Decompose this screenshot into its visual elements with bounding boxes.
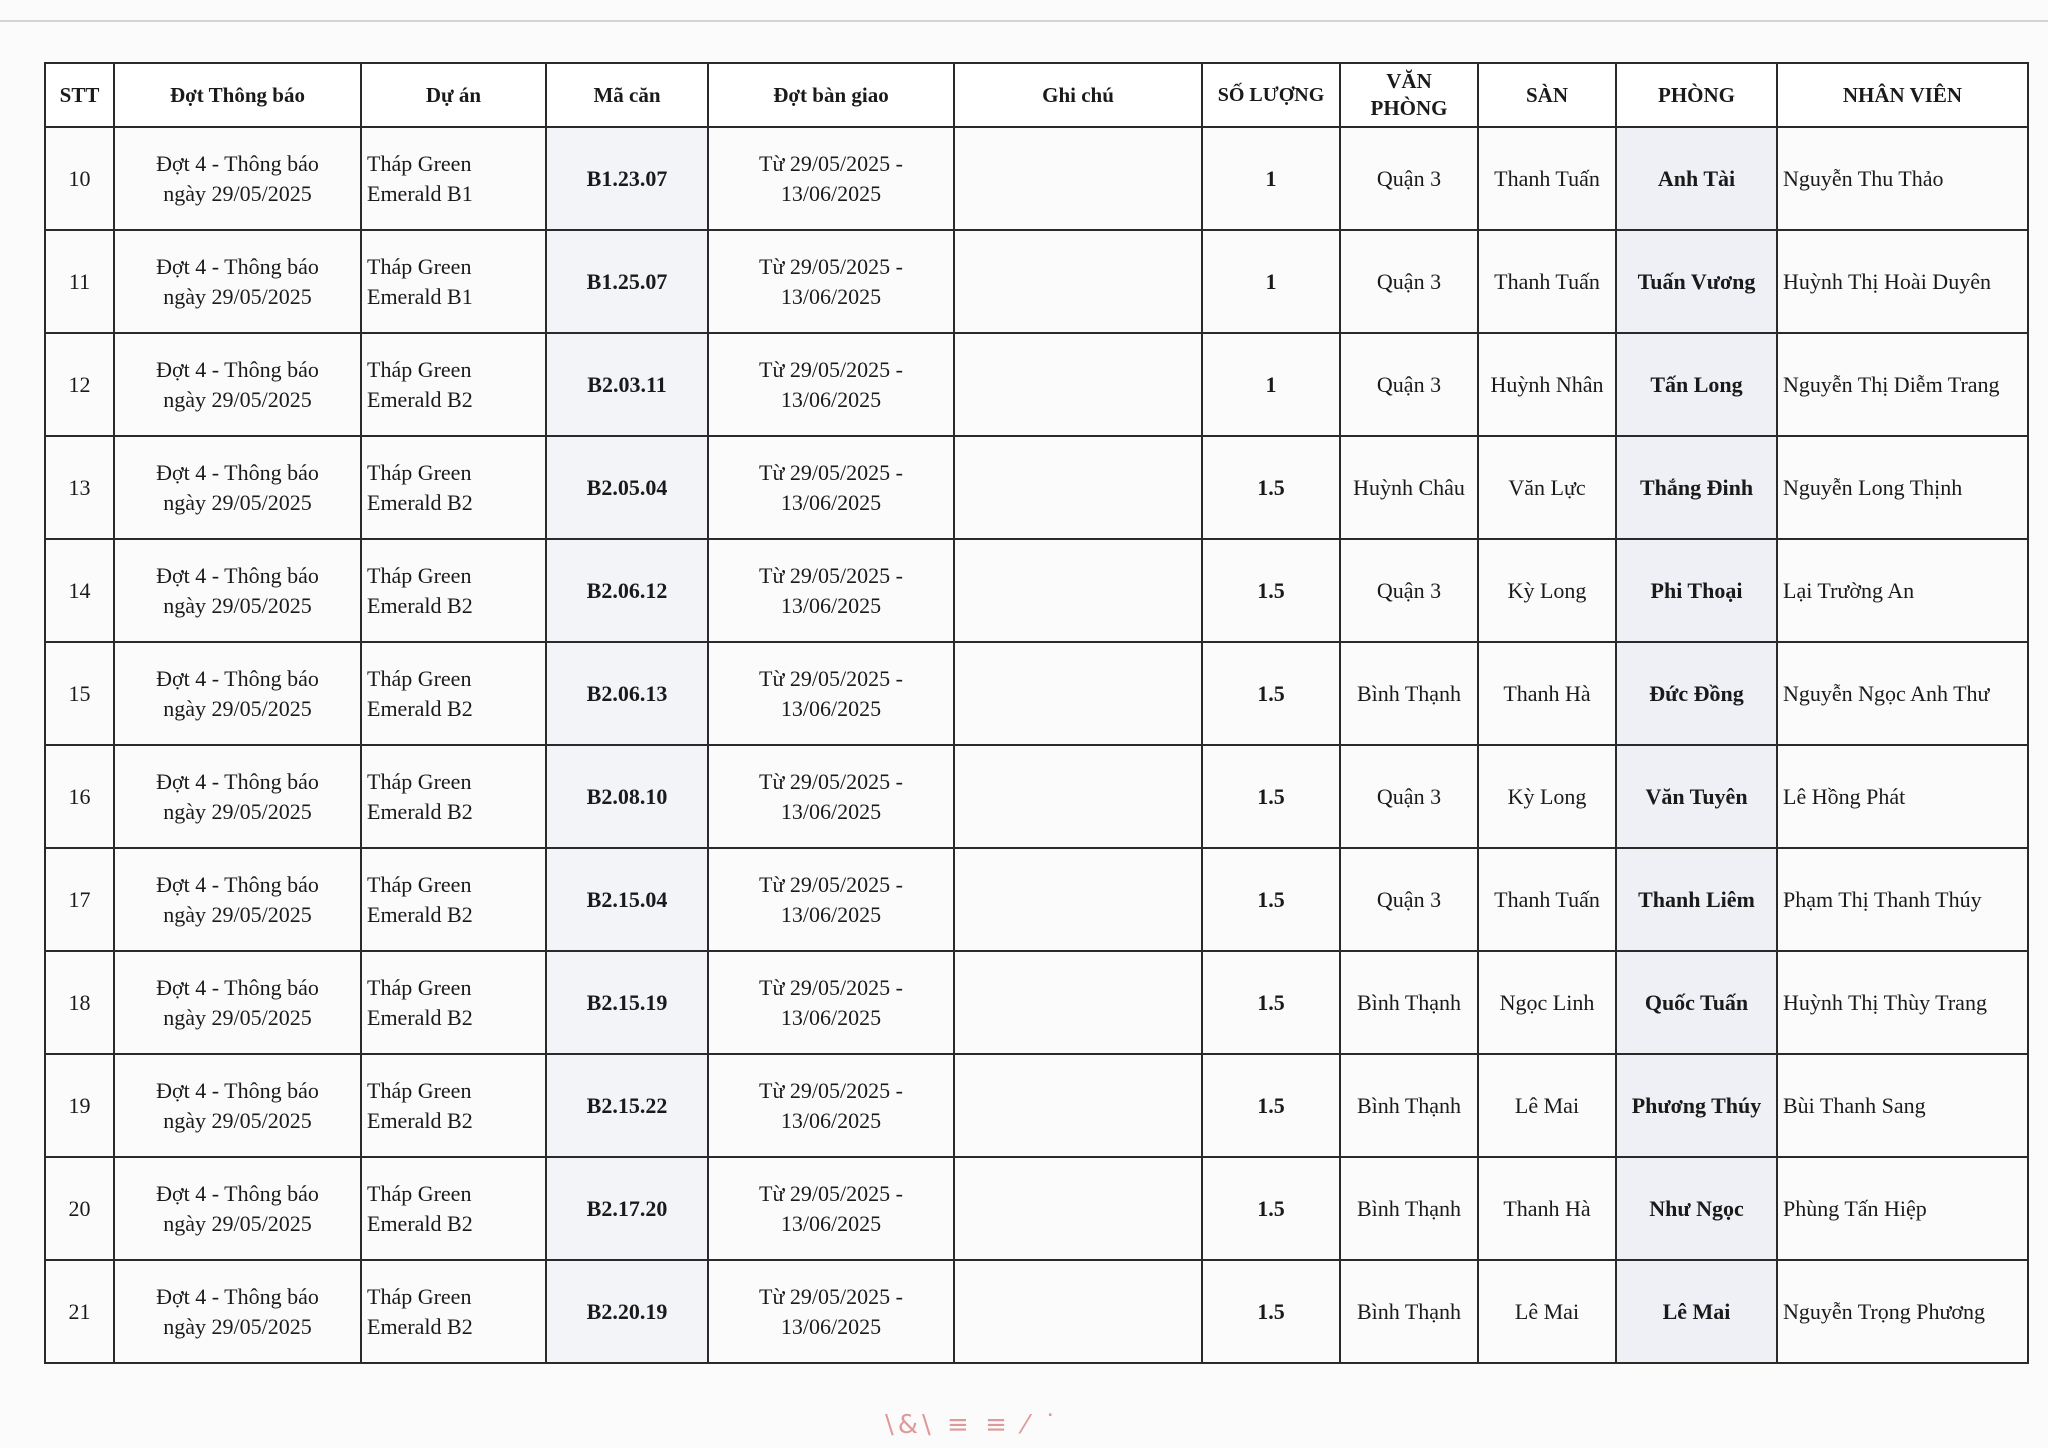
table-row: [45, 1157, 2028, 1260]
cell-nhan-vien: Nguyễn Thu Thảo: [1777, 127, 2028, 230]
cell-nhan-vien: Nguyễn Trọng Phương: [1777, 1260, 2028, 1363]
header-stt: STT: [45, 63, 114, 127]
cell-ma-can: B2.05.04: [546, 436, 708, 539]
header-dot-thong-bao: Đợt Thông báo: [114, 63, 361, 127]
cell-nhan-vien: Huỳnh Thị Hoài Duyên: [1777, 230, 2028, 333]
header-ghi-chu: Ghi chú: [954, 63, 1202, 127]
cell-so-luong: 1: [1202, 230, 1340, 333]
cell-phong: Đức Đồng: [1616, 642, 1777, 745]
cell-dot-line1: Đợt 4 - Thông báo: [156, 562, 319, 588]
cell-van-phong: Bình Thạnh: [1340, 1157, 1478, 1260]
cell-stt: 15: [45, 642, 114, 745]
cell-ban-giao-line1: Từ 29/05/2025 -: [759, 150, 903, 176]
cell-stt: 17: [45, 848, 114, 951]
cell-du-an-line1: Tháp Green: [367, 459, 472, 485]
cell-dot-line1: Đợt 4 - Thông báo: [156, 1077, 319, 1103]
header-ma-can: Mã căn: [546, 63, 708, 127]
cell-dot-ban-giao: [708, 848, 954, 951]
cell-dot-thong-bao: [114, 230, 361, 333]
cell-du-an-line2: Emerald B2: [367, 1313, 473, 1339]
cell-ma-can: B2.20.19: [546, 1260, 708, 1363]
cell-so-luong: 1.5: [1202, 848, 1340, 951]
cell-dot-line2: ngày 29/05/2025: [163, 592, 312, 618]
cell-du-an: [361, 436, 546, 539]
cell-du-an: [361, 230, 546, 333]
cell-dot-line1: Đợt 4 - Thông báo: [156, 665, 319, 691]
header-phong: PHÒNG: [1616, 63, 1777, 127]
cell-dot-thong-bao: [114, 642, 361, 745]
cell-ban-giao-line2: 13/06/2025: [780, 386, 882, 412]
cell-du-an-line1: Tháp Green: [367, 1077, 472, 1103]
cell-dot-ban-giao: [708, 745, 954, 848]
cell-phong: Quốc Tuấn: [1616, 951, 1777, 1054]
cell-du-an-line2: Emerald B2: [367, 1210, 473, 1236]
cell-ban-giao-line2: 13/06/2025: [780, 592, 882, 618]
cell-van-phong: Quận 3: [1340, 848, 1478, 951]
cell-san: Thanh Tuấn: [1478, 848, 1616, 951]
cell-van-phong: Bình Thạnh: [1340, 642, 1478, 745]
cell-ma-can: B2.08.10: [546, 745, 708, 848]
cell-ma-can: B2.15.04: [546, 848, 708, 951]
cell-van-phong: Quận 3: [1340, 745, 1478, 848]
cell-dot-thong-bao: [114, 1260, 361, 1363]
header-van-phong: [1340, 63, 1478, 127]
table-row: [45, 1260, 2028, 1363]
cell-stt: 12: [45, 333, 114, 436]
cell-du-an-line2: Emerald B2: [367, 1004, 473, 1030]
cell-du-an: [361, 951, 546, 1054]
cell-dot-line1: Đợt 4 - Thông báo: [156, 768, 319, 794]
cell-ma-can: B2.15.22: [546, 1054, 708, 1157]
cell-stt: 11: [45, 230, 114, 333]
cell-phong: Thắng Đinh: [1616, 436, 1777, 539]
cell-ban-giao-line2: 13/06/2025: [780, 180, 882, 206]
cell-ban-giao-line1: Từ 29/05/2025 -: [759, 1283, 903, 1309]
cell-dot-line1: Đợt 4 - Thông báo: [156, 974, 319, 1000]
cell-nhan-vien: Huỳnh Thị Thùy Trang: [1777, 951, 2028, 1054]
cell-dot-line2: ngày 29/05/2025: [163, 1004, 312, 1030]
cell-du-an: [361, 848, 546, 951]
cell-dot-line2: ngày 29/05/2025: [163, 386, 312, 412]
cell-du-an-line2: Emerald B2: [367, 901, 473, 927]
cell-dot-line2: ngày 29/05/2025: [163, 1313, 312, 1339]
cell-ghi-chu: [954, 539, 1202, 642]
cell-dot-ban-giao: [708, 333, 954, 436]
table-row: [45, 333, 2028, 436]
cell-ma-can: B2.06.12: [546, 539, 708, 642]
cell-san: Lê Mai: [1478, 1054, 1616, 1157]
cell-du-an: [361, 1157, 546, 1260]
cell-dot-thong-bao: [114, 127, 361, 230]
cell-du-an: [361, 127, 546, 230]
cell-nhan-vien: Phùng Tấn Hiệp: [1777, 1157, 2028, 1260]
cell-van-phong: Quận 3: [1340, 539, 1478, 642]
cell-dot-thong-bao: [114, 539, 361, 642]
table-body: [45, 127, 2028, 1363]
cell-van-phong: Bình Thạnh: [1340, 951, 1478, 1054]
cell-phong: Như Ngọc: [1616, 1157, 1777, 1260]
cell-ban-giao-line1: Từ 29/05/2025 -: [759, 356, 903, 382]
cell-du-an-line2: Emerald B1: [367, 283, 473, 309]
cell-du-an: [361, 745, 546, 848]
cell-du-an-line1: Tháp Green: [367, 150, 472, 176]
cell-du-an-line1: Tháp Green: [367, 665, 472, 691]
cell-ban-giao-line2: 13/06/2025: [780, 798, 882, 824]
cell-stt: 16: [45, 745, 114, 848]
cell-phong: Anh Tài: [1616, 127, 1777, 230]
cell-dot-thong-bao: [114, 848, 361, 951]
cell-ban-giao-line1: Từ 29/05/2025 -: [759, 562, 903, 588]
cell-phong: Thanh Liêm: [1616, 848, 1777, 951]
cell-du-an-line1: Tháp Green: [367, 1283, 472, 1309]
cell-du-an-line2: Emerald B2: [367, 1107, 473, 1133]
cell-ghi-chu: [954, 127, 1202, 230]
cell-dot-line1: Đợt 4 - Thông báo: [156, 1180, 319, 1206]
table-row: [45, 951, 2028, 1054]
allocation-table: [44, 62, 2029, 1364]
cell-dot-line2: ngày 29/05/2025: [163, 798, 312, 824]
cell-dot-thong-bao: [114, 1157, 361, 1260]
header-van-phong-line1: VĂN: [1386, 69, 1432, 93]
cell-san: Ngọc Linh: [1478, 951, 1616, 1054]
cell-nhan-vien: Lại Trường An: [1777, 539, 2028, 642]
table-row: [45, 127, 2028, 230]
table-header-row: [45, 63, 2028, 127]
cell-ban-giao-line1: Từ 29/05/2025 -: [759, 253, 903, 279]
cell-dot-thong-bao: [114, 1054, 361, 1157]
cell-stt: 13: [45, 436, 114, 539]
cell-dot-line2: ngày 29/05/2025: [163, 695, 312, 721]
cell-ghi-chu: [954, 642, 1202, 745]
cell-san: Lê Mai: [1478, 1260, 1616, 1363]
cell-ban-giao-line1: Từ 29/05/2025 -: [759, 768, 903, 794]
cell-dot-line2: ngày 29/05/2025: [163, 283, 312, 309]
cell-nhan-vien: Bùi Thanh Sang: [1777, 1054, 2028, 1157]
cell-ban-giao-line2: 13/06/2025: [780, 1210, 882, 1236]
cell-ma-can: B2.06.13: [546, 642, 708, 745]
scan-edge-rule: [0, 20, 2048, 22]
cell-ban-giao-line2: 13/06/2025: [780, 1107, 882, 1133]
cell-so-luong: 1.5: [1202, 745, 1340, 848]
cell-dot-thong-bao: [114, 436, 361, 539]
cell-ban-giao-line2: 13/06/2025: [780, 1004, 882, 1030]
cell-du-an: [361, 539, 546, 642]
cell-ban-giao-line1: Từ 29/05/2025 -: [759, 459, 903, 485]
cell-nhan-vien: Phạm Thị Thanh Thúy: [1777, 848, 2028, 951]
cell-du-an: [361, 1054, 546, 1157]
cell-van-phong: Quận 3: [1340, 333, 1478, 436]
cell-dot-ban-giao: [708, 127, 954, 230]
cell-nhan-vien: Nguyễn Thị Diễm Trang: [1777, 333, 2028, 436]
cell-dot-thong-bao: [114, 951, 361, 1054]
cell-dot-line2: ngày 29/05/2025: [163, 489, 312, 515]
cell-du-an-line2: Emerald B2: [367, 489, 473, 515]
cell-ghi-chu: [954, 951, 1202, 1054]
cell-ban-giao-line2: 13/06/2025: [780, 901, 882, 927]
cell-so-luong: 1.5: [1202, 951, 1340, 1054]
cell-dot-line2: ngày 29/05/2025: [163, 1210, 312, 1236]
header-du-an: Dự án: [361, 63, 546, 127]
cell-ghi-chu: [954, 848, 1202, 951]
cell-dot-line1: Đợt 4 - Thông báo: [156, 356, 319, 382]
cell-ban-giao-line2: 13/06/2025: [780, 1313, 882, 1339]
cell-dot-line1: Đợt 4 - Thông báo: [156, 253, 319, 279]
cell-dot-line2: ngày 29/05/2025: [163, 901, 312, 927]
cell-ban-giao-line1: Từ 29/05/2025 -: [759, 871, 903, 897]
cell-van-phong: Quận 3: [1340, 230, 1478, 333]
cell-van-phong: Bình Thạnh: [1340, 1260, 1478, 1363]
cell-dot-ban-giao: [708, 642, 954, 745]
header-van-phong-line2: PHÒNG: [1370, 96, 1448, 120]
cell-stt: 18: [45, 951, 114, 1054]
cell-so-luong: 1.5: [1202, 642, 1340, 745]
cell-du-an-line2: Emerald B2: [367, 798, 473, 824]
cell-ghi-chu: [954, 1157, 1202, 1260]
cell-nhan-vien: Lê Hồng Phát: [1777, 745, 2028, 848]
cell-ma-can: B2.03.11: [546, 333, 708, 436]
header-nhan-vien: NHÂN VIÊN: [1777, 63, 2028, 127]
cell-dot-ban-giao: [708, 951, 954, 1054]
cell-so-luong: 1: [1202, 333, 1340, 436]
cell-stt: 20: [45, 1157, 114, 1260]
cell-ghi-chu: [954, 1054, 1202, 1157]
cell-phong: Phi Thoại: [1616, 539, 1777, 642]
cell-nhan-vien: Nguyễn Long Thịnh: [1777, 436, 2028, 539]
cell-du-an-line1: Tháp Green: [367, 974, 472, 1000]
cell-so-luong: 1.5: [1202, 436, 1340, 539]
cell-du-an: [361, 1260, 546, 1363]
cell-san: Thanh Hà: [1478, 1157, 1616, 1260]
cell-so-luong: 1.5: [1202, 1054, 1340, 1157]
table-row: [45, 1054, 2028, 1157]
cell-phong: Tấn Long: [1616, 333, 1777, 436]
cell-ma-can: B2.17.20: [546, 1157, 708, 1260]
cell-ban-giao-line2: 13/06/2025: [780, 283, 882, 309]
cell-phong: Văn Tuyên: [1616, 745, 1777, 848]
cell-dot-ban-giao: [708, 1260, 954, 1363]
cell-van-phong: Huỳnh Châu: [1340, 436, 1478, 539]
cell-ma-can: B1.25.07: [546, 230, 708, 333]
cell-san: Kỳ Long: [1478, 745, 1616, 848]
cell-san: Văn Lực: [1478, 436, 1616, 539]
cell-phong: Lê Mai: [1616, 1260, 1777, 1363]
cell-dot-line1: Đợt 4 - Thông báo: [156, 150, 319, 176]
table-row: [45, 642, 2028, 745]
cell-dot-ban-giao: [708, 1157, 954, 1260]
cell-du-an-line2: Emerald B2: [367, 592, 473, 618]
cell-dot-ban-giao: [708, 539, 954, 642]
cell-so-luong: 1.5: [1202, 539, 1340, 642]
cell-ghi-chu: [954, 230, 1202, 333]
table-row: [45, 230, 2028, 333]
cell-du-an-line1: Tháp Green: [367, 768, 472, 794]
cell-van-phong: Quận 3: [1340, 127, 1478, 230]
header-san: SÀN: [1478, 63, 1616, 127]
cell-phong: Tuấn Vương: [1616, 230, 1777, 333]
cell-dot-line1: Đợt 4 - Thông báo: [156, 1283, 319, 1309]
table-row: [45, 539, 2028, 642]
cell-stt: 10: [45, 127, 114, 230]
cell-ban-giao-line2: 13/06/2025: [780, 695, 882, 721]
cell-ghi-chu: [954, 745, 1202, 848]
cell-san: Thanh Hà: [1478, 642, 1616, 745]
cell-van-phong: Bình Thạnh: [1340, 1054, 1478, 1157]
cell-ban-giao-line1: Từ 29/05/2025 -: [759, 665, 903, 691]
cell-san: Thanh Tuấn: [1478, 127, 1616, 230]
cell-stt: 14: [45, 539, 114, 642]
cell-du-an-line2: Emerald B1: [367, 180, 473, 206]
cell-ghi-chu: [954, 436, 1202, 539]
cell-du-an-line1: Tháp Green: [367, 562, 472, 588]
cell-dot-thong-bao: [114, 745, 361, 848]
cell-dot-thong-bao: [114, 333, 361, 436]
cell-so-luong: 1.5: [1202, 1157, 1340, 1260]
cell-dot-line1: Đợt 4 - Thông báo: [156, 871, 319, 897]
cell-san: Thanh Tuấn: [1478, 230, 1616, 333]
cell-du-an-line2: Emerald B2: [367, 386, 473, 412]
table-row: [45, 848, 2028, 951]
cell-du-an: [361, 642, 546, 745]
header-so-luong: SỐ LƯỢNG: [1202, 63, 1340, 127]
cell-so-luong: 1: [1202, 127, 1340, 230]
table-row: [45, 745, 2028, 848]
cell-dot-line1: Đợt 4 - Thông báo: [156, 459, 319, 485]
cell-stt: 19: [45, 1054, 114, 1157]
cell-dot-line2: ngày 29/05/2025: [163, 180, 312, 206]
cell-ghi-chu: [954, 1260, 1202, 1363]
cell-du-an-line1: Tháp Green: [367, 356, 472, 382]
cell-dot-ban-giao: [708, 1054, 954, 1157]
cell-dot-ban-giao: [708, 436, 954, 539]
cell-du-an-line2: Emerald B2: [367, 695, 473, 721]
cell-san: Huỳnh Nhân: [1478, 333, 1616, 436]
cell-stt: 21: [45, 1260, 114, 1363]
cell-du-an: [361, 333, 546, 436]
cell-ghi-chu: [954, 333, 1202, 436]
red-stamp-mark: \&\ ≡ ≡ ⁄ ˙: [885, 1410, 1061, 1440]
cell-dot-ban-giao: [708, 230, 954, 333]
cell-nhan-vien: Nguyễn Ngọc Anh Thư: [1777, 642, 2028, 745]
cell-ban-giao-line1: Từ 29/05/2025 -: [759, 974, 903, 1000]
cell-ma-can: B1.23.07: [546, 127, 708, 230]
cell-ban-giao-line2: 13/06/2025: [780, 489, 882, 515]
cell-ma-can: B2.15.19: [546, 951, 708, 1054]
cell-ban-giao-line1: Từ 29/05/2025 -: [759, 1077, 903, 1103]
cell-dot-line2: ngày 29/05/2025: [163, 1107, 312, 1133]
cell-phong: Phương Thúy: [1616, 1054, 1777, 1157]
cell-du-an-line1: Tháp Green: [367, 1180, 472, 1206]
cell-san: Kỳ Long: [1478, 539, 1616, 642]
header-dot-ban-giao: Đợt bàn giao: [708, 63, 954, 127]
table-row: [45, 436, 2028, 539]
cell-ban-giao-line1: Từ 29/05/2025 -: [759, 1180, 903, 1206]
cell-du-an-line1: Tháp Green: [367, 253, 472, 279]
cell-so-luong: 1.5: [1202, 1260, 1340, 1363]
cell-du-an-line1: Tháp Green: [367, 871, 472, 897]
